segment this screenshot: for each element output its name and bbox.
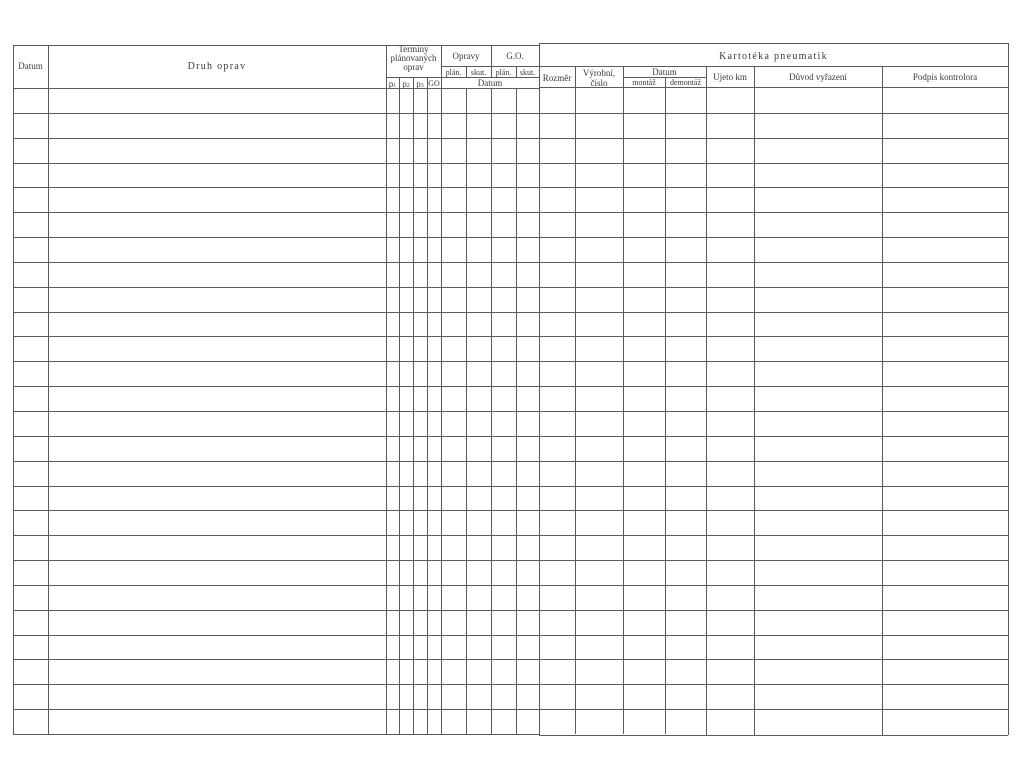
plan-skut-underline	[441, 77, 539, 78]
table-row-line	[13, 635, 540, 636]
header-demontaz: demontáž	[669, 78, 702, 87]
header-duvod: Důvod vyřazení	[789, 72, 847, 82]
table-row-line	[539, 336, 1008, 337]
table-row-line	[13, 659, 540, 660]
table-row-line	[13, 163, 540, 164]
table-row-line	[539, 461, 1008, 462]
header-druh-oprav: Druh oprav	[187, 61, 247, 72]
col-line-right	[1008, 43, 1009, 735]
table-row-line	[539, 585, 1008, 586]
col-line-p1	[399, 77, 400, 734]
table-row-line	[539, 436, 1008, 437]
table-row-line	[13, 411, 540, 412]
table-row-line	[13, 461, 540, 462]
table-row-line	[13, 610, 540, 611]
table-row-line	[13, 336, 540, 337]
header-p1: p1	[388, 79, 397, 89]
col-line-go	[441, 45, 442, 734]
col-line-tires-start	[539, 43, 540, 734]
table-row-line	[13, 709, 540, 710]
col-line-body-1	[466, 88, 467, 734]
table-row-line	[539, 312, 1008, 313]
table-row-line	[13, 734, 540, 735]
col-line-plan1	[466, 66, 467, 77]
header-plan-1: plán.	[445, 68, 462, 77]
header-kartoteka: Kartotéka pneumatik	[719, 51, 828, 62]
header-cislo: číslo	[590, 78, 608, 88]
header-ujeto: Ujeto km	[713, 72, 747, 82]
header-datum: Datum	[18, 61, 43, 71]
table-row-line	[539, 386, 1008, 387]
table-row-line	[13, 312, 540, 313]
col-line-datum	[48, 45, 49, 734]
table-row-line	[13, 560, 540, 561]
table-row-line	[539, 237, 1008, 238]
table-row-line	[539, 411, 1008, 412]
table-row-line	[539, 510, 1008, 511]
table-row-line	[13, 436, 540, 437]
table-row-line	[539, 659, 1008, 660]
table-row-line	[539, 361, 1008, 362]
table-row-line	[13, 585, 540, 586]
header-opravy: Opravy	[452, 51, 480, 61]
border-top-left	[13, 45, 540, 46]
table-row-line	[13, 262, 540, 263]
header-plan-2: plán.	[495, 68, 512, 77]
table-row-line	[539, 709, 1008, 710]
col-line-vyrobni	[623, 66, 624, 734]
col-line-ujeto	[754, 66, 755, 735]
header-montaz: montáž	[632, 78, 656, 87]
col-line-demontaz	[706, 66, 707, 735]
table-row-line	[13, 386, 540, 387]
header-bottom-left	[13, 88, 540, 89]
table-row-line	[13, 212, 540, 213]
border-top-right	[539, 43, 1008, 44]
table-row-line	[13, 287, 540, 288]
col-line-druh	[386, 45, 387, 734]
header-bottom-right	[539, 87, 1008, 88]
col-line-montaz	[665, 77, 666, 734]
table-row-line	[539, 138, 1008, 139]
header-skut-2: skut.	[519, 68, 536, 77]
table-row-line	[539, 113, 1008, 114]
header-vyrobni: Výrobní,	[582, 68, 616, 78]
table-row-line	[13, 237, 540, 238]
header-go-short: GO	[428, 79, 440, 88]
table-row-line	[539, 187, 1008, 188]
opravy-go-underline	[441, 66, 539, 67]
table-row-line	[13, 486, 540, 487]
col-line-rozmer	[575, 66, 576, 734]
header-go: G.O.	[506, 51, 524, 61]
col-line-p3	[427, 77, 428, 734]
table-row-line	[13, 361, 540, 362]
table-row-line	[13, 510, 540, 511]
kartoteka-underline	[539, 66, 1008, 67]
table-row-line	[539, 486, 1008, 487]
table-row-line	[539, 560, 1008, 561]
col-line-body-3	[516, 88, 517, 734]
header-terminy: Termíny plánovaných oprav	[390, 44, 437, 72]
table-row-line	[539, 735, 1008, 736]
col-line-duvod	[882, 66, 883, 735]
col-line-p2	[413, 77, 414, 734]
table-row-line	[539, 610, 1008, 611]
col-line-left	[13, 45, 14, 734]
table-row-line	[539, 287, 1008, 288]
col-line-skut2	[516, 66, 517, 77]
table-row-line	[539, 684, 1008, 685]
table-row-line	[539, 163, 1008, 164]
table-row-line	[13, 187, 540, 188]
header-datum-sub: Datum	[477, 78, 503, 88]
table-row-line	[539, 535, 1008, 536]
col-line-plan2	[491, 66, 492, 77]
header-datum-tire: Datum	[652, 67, 677, 77]
col-line-body-2	[491, 88, 492, 734]
table-row-line	[13, 535, 540, 536]
table-row-line	[13, 113, 540, 114]
header-podpis: Podpis kontrolora	[912, 72, 978, 82]
table-row-line	[539, 212, 1008, 213]
table-row-line	[13, 138, 540, 139]
header-p3: p3	[416, 79, 424, 89]
header-p2: p2	[402, 79, 410, 89]
header-sep-opravy-go	[491, 45, 492, 67]
header-skut-1: skut.	[470, 68, 487, 77]
header-rozmer: Rozměr	[542, 73, 572, 83]
table-row-line	[13, 684, 540, 685]
table-row-line	[539, 635, 1008, 636]
table-row-line	[539, 262, 1008, 263]
